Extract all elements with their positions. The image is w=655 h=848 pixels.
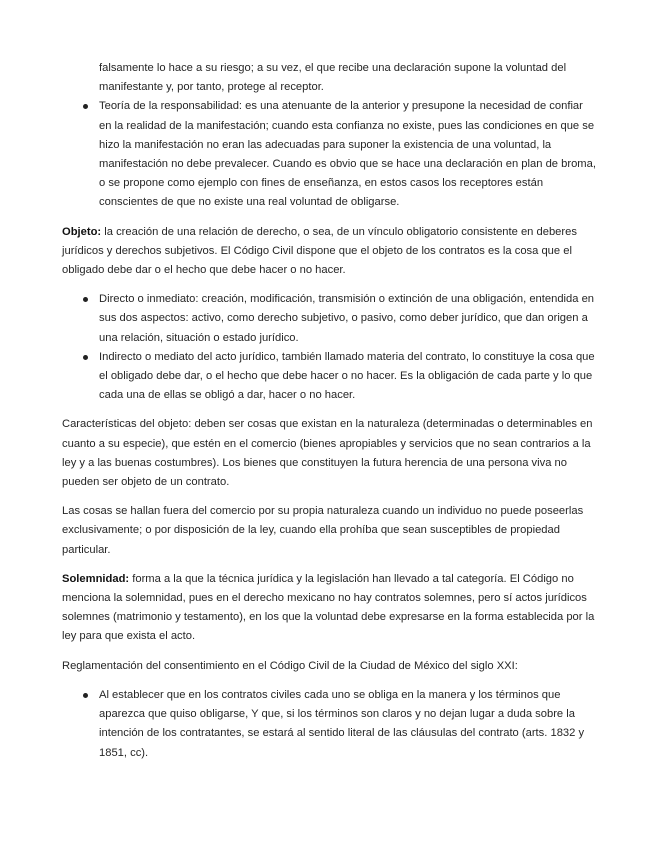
objeto-text: la creación de una relación de derecho, o sea, de un vínculo obligatorio consistente en deberes jurídicos y derechos subjetivos. El Código Civil dispone que el objeto de los contratos es la cosa que el obligado debe dar o el hecho que debe hacer o no hacer. bbox=[62, 225, 577, 277]
list-item: Al establecer que en los contratos civiles cada uno se obliga en la manera y los términos que aparezca que quiso obligarse, Y que, si los términos son claros y no dejan lugar a duda sobre la intención de los contratantes, se estará al sentido literal de las cláusulas del contrato (arts. 1832 y 1851, cc). bbox=[62, 686, 597, 763]
reglamentacion-paragraph: Reglamentación del consentimiento en el Código Civil de la Ciudad de México del siglo XXI: bbox=[62, 659, 518, 672]
solemnidad-term: Solemnidad: bbox=[62, 572, 130, 585]
bullet-list-reglamentacion bbox=[62, 686, 597, 763]
continuation-paragraph: falsamente lo hace a su riesgo; a su vez, el que recibe una declaración supone la voluntad del manifestante y, por tanto, protege al receptor. bbox=[99, 62, 567, 94]
list-item: Teoría de la responsabilidad: es una atenuante de la anterior y presupone la necesidad de confiar en la realidad de la manifestación; cuando esta confianza no existe, pues las condiciones en que se hizo la manifestación no eran las adecuadas para suponer la existencia de una voluntad, la manifestación no debe prevalecer. Cuando es obvio que se hace una declaración en plan de broma, o se propone como ejemplo con fines de enseñanza, en estos casos los receptores están conscientes de que no existe una real voluntad de obligarse. bbox=[62, 97, 597, 212]
objeto-term: Objeto: bbox=[62, 225, 102, 238]
cosas-paragraph: Las cosas se hallan fuera del comercio por su propia naturaleza cuando un individuo no puede poseerlas exclusivamente; o por disposición de la ley, cuando ella prohíba que sean susceptibles de propiedad particular. bbox=[62, 505, 584, 556]
solemnidad-text: forma a la que la técnica jurídica y la legislación han llevado a tal categoría. El Código no menciona la solemnidad, pues en el derecho mexicano no hay contratos solemnes, pero sí actos jurídicos solemnes (matrimonio y testamento), en los que la voluntad debe expresarse en la forma establecida por la ley para que exista el acto. bbox=[62, 572, 595, 643]
list-item: Indirecto o mediato del acto jurídico, también llamado materia del contrato, lo constituye la cosa que el obligado debe dar, o el hecho que debe hacer o no hacer. Es la obligación de cada parte y lo que cada una de ellas se obligó a dar, hacer o no hacer. bbox=[62, 348, 597, 406]
list-item: Directo o inmediato: creación, modificación, transmisión o extinción de una obligación, entendida en sus dos aspectos: activo, como derecho subjetivo, o pasivo, como deber jurídico, que dan origen a una relación, situación o estado jurídico. bbox=[62, 290, 597, 348]
bullet-list-objeto bbox=[62, 290, 597, 405]
caracteristicas-paragraph: Características del objeto: deben ser cosas que existan en la naturaleza (determinadas o determinables en cuanto a su especie), que estén en el comercio (bienes apropiables y servicios que no sean contrarios a la ley y a las buenas costumbres). Los bienes que constituyen la futura herencia de una persona viva no pueden ser objeto de un contrato. bbox=[62, 418, 593, 489]
solemnidad-paragraph bbox=[62, 570, 597, 647]
bullet-list-theories bbox=[62, 97, 597, 212]
objeto-paragraph bbox=[62, 223, 597, 281]
